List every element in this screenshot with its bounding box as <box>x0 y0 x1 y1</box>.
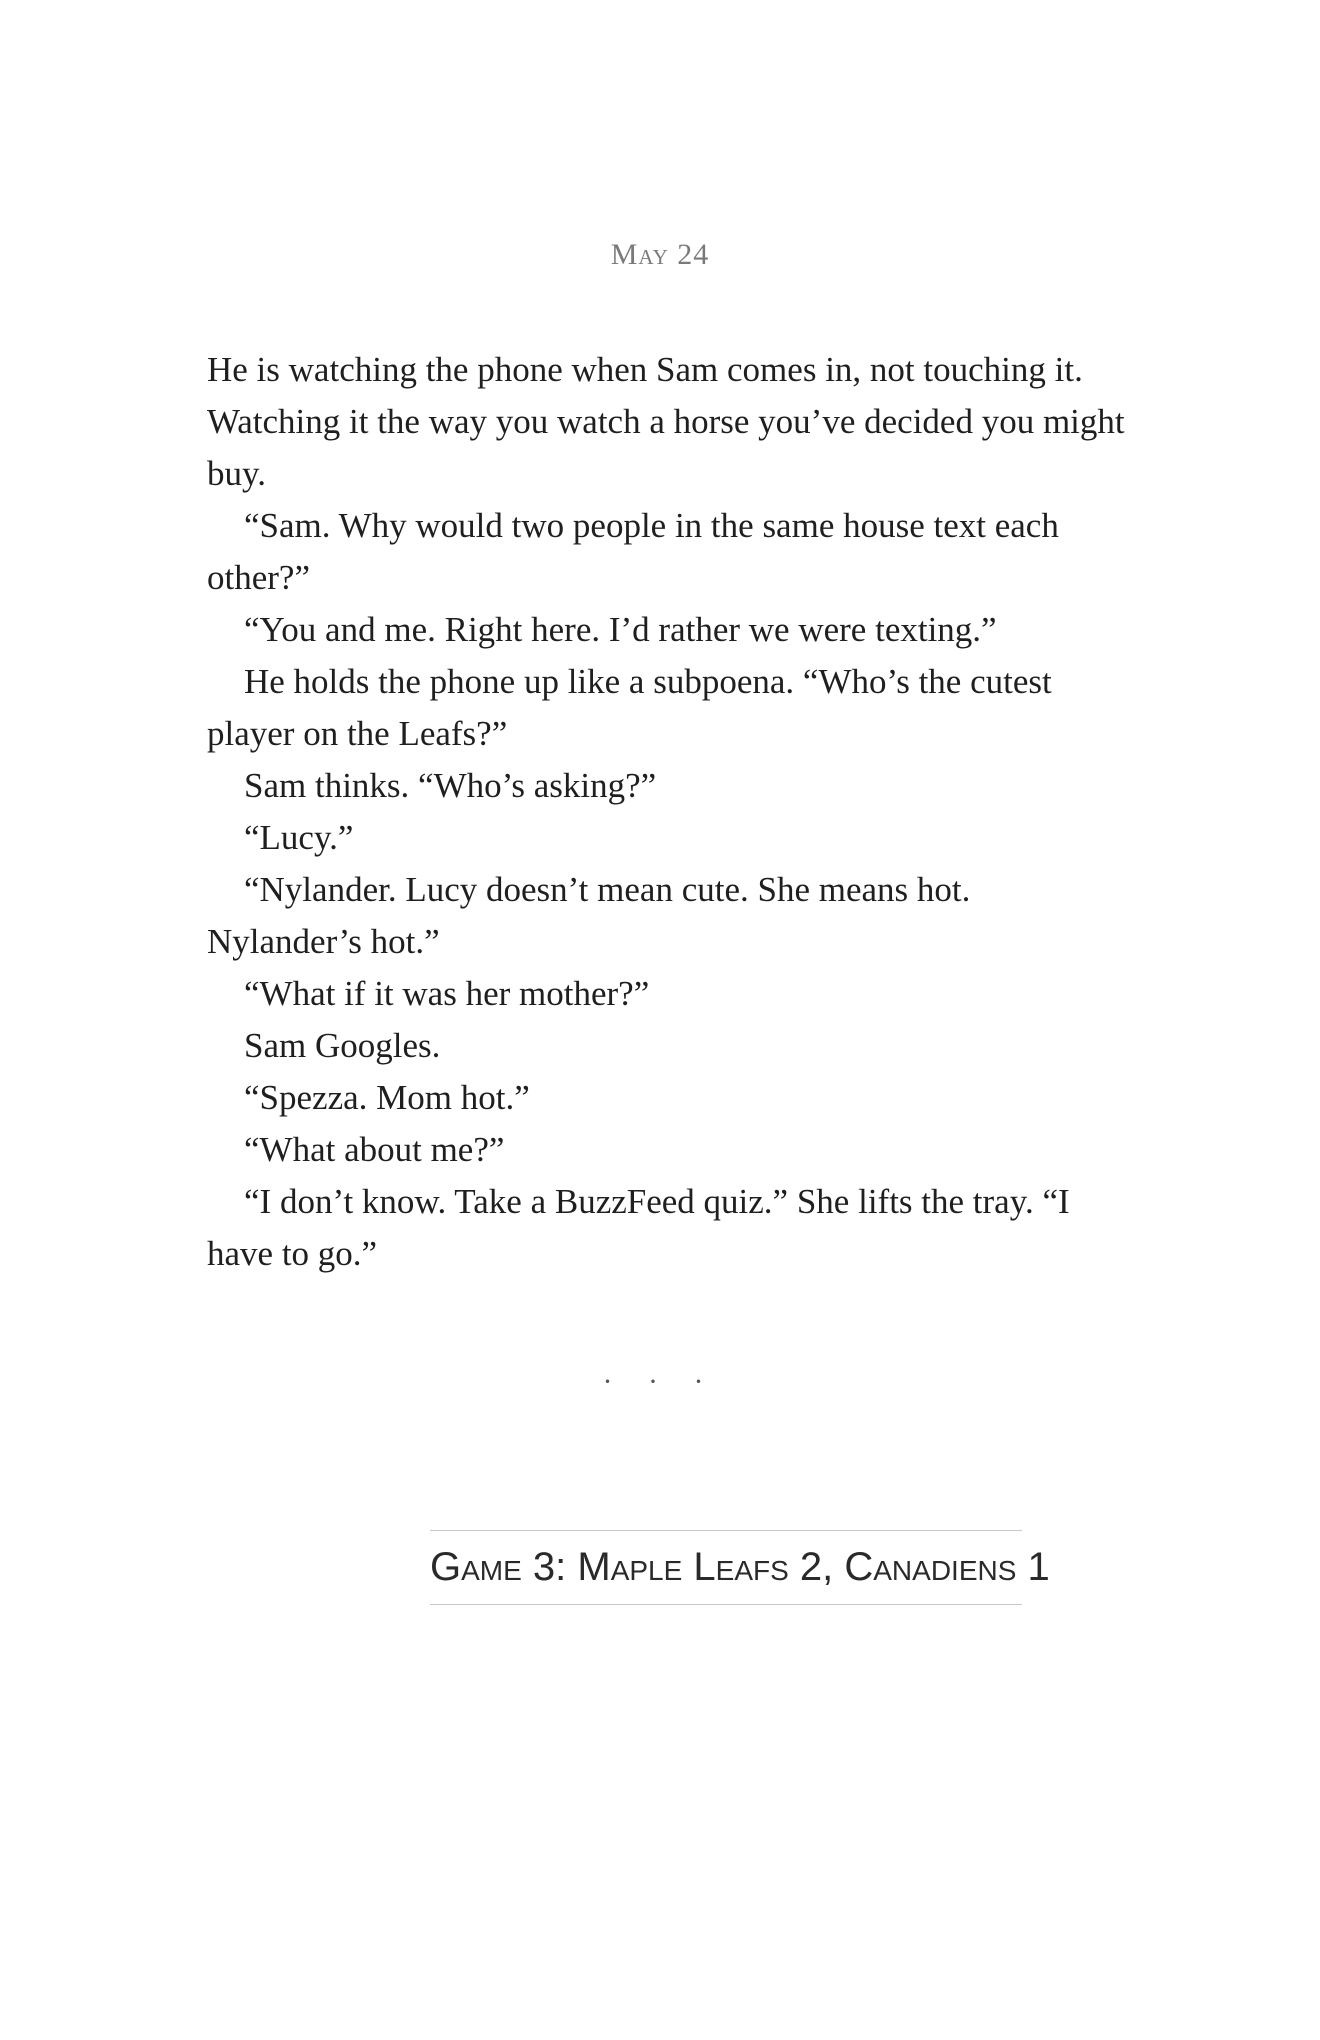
chapter-heading: Game 3: Maple Leafs 2, Canadiens 1 <box>430 1530 1022 1605</box>
paragraph: Sam Googles. <box>244 1026 441 1065</box>
paragraph: He is watching the phone when Sam comes in, not touching it. Watching it the way you watch a horse you’ve decided you might buy. <box>207 350 1125 493</box>
paragraph: Sam thinks. “Who’s asking?” <box>244 766 657 805</box>
paragraph: “What about me?” <box>244 1130 505 1169</box>
running-head-date: May 24 <box>610 238 710 271</box>
paragraph: “Spezza. Mom hot.” <box>244 1078 530 1117</box>
paragraph: “What if it was her mother?” <box>244 974 650 1013</box>
body-text <box>207 344 1127 1280</box>
paragraph: “Nylander. Lucy doesn’t mean cute. She means hot. Nylander’s hot.” <box>207 870 971 961</box>
paragraph: “Lucy.” <box>244 818 354 857</box>
paragraph: “I don’t know. Take a BuzzFeed quiz.” She lifts the tray. “I have to go.” <box>207 1182 1070 1273</box>
paragraph: He holds the phone up like a subpoena. “Who’s the cutest player on the Leafs?” <box>207 662 1052 753</box>
paragraph: “You and me. Right here. I’d rather we were texting.” <box>244 610 997 649</box>
paragraph: “Sam. Why would two people in the same house text each other?” <box>207 506 1059 597</box>
scene-break: · · · <box>602 1365 718 1398</box>
